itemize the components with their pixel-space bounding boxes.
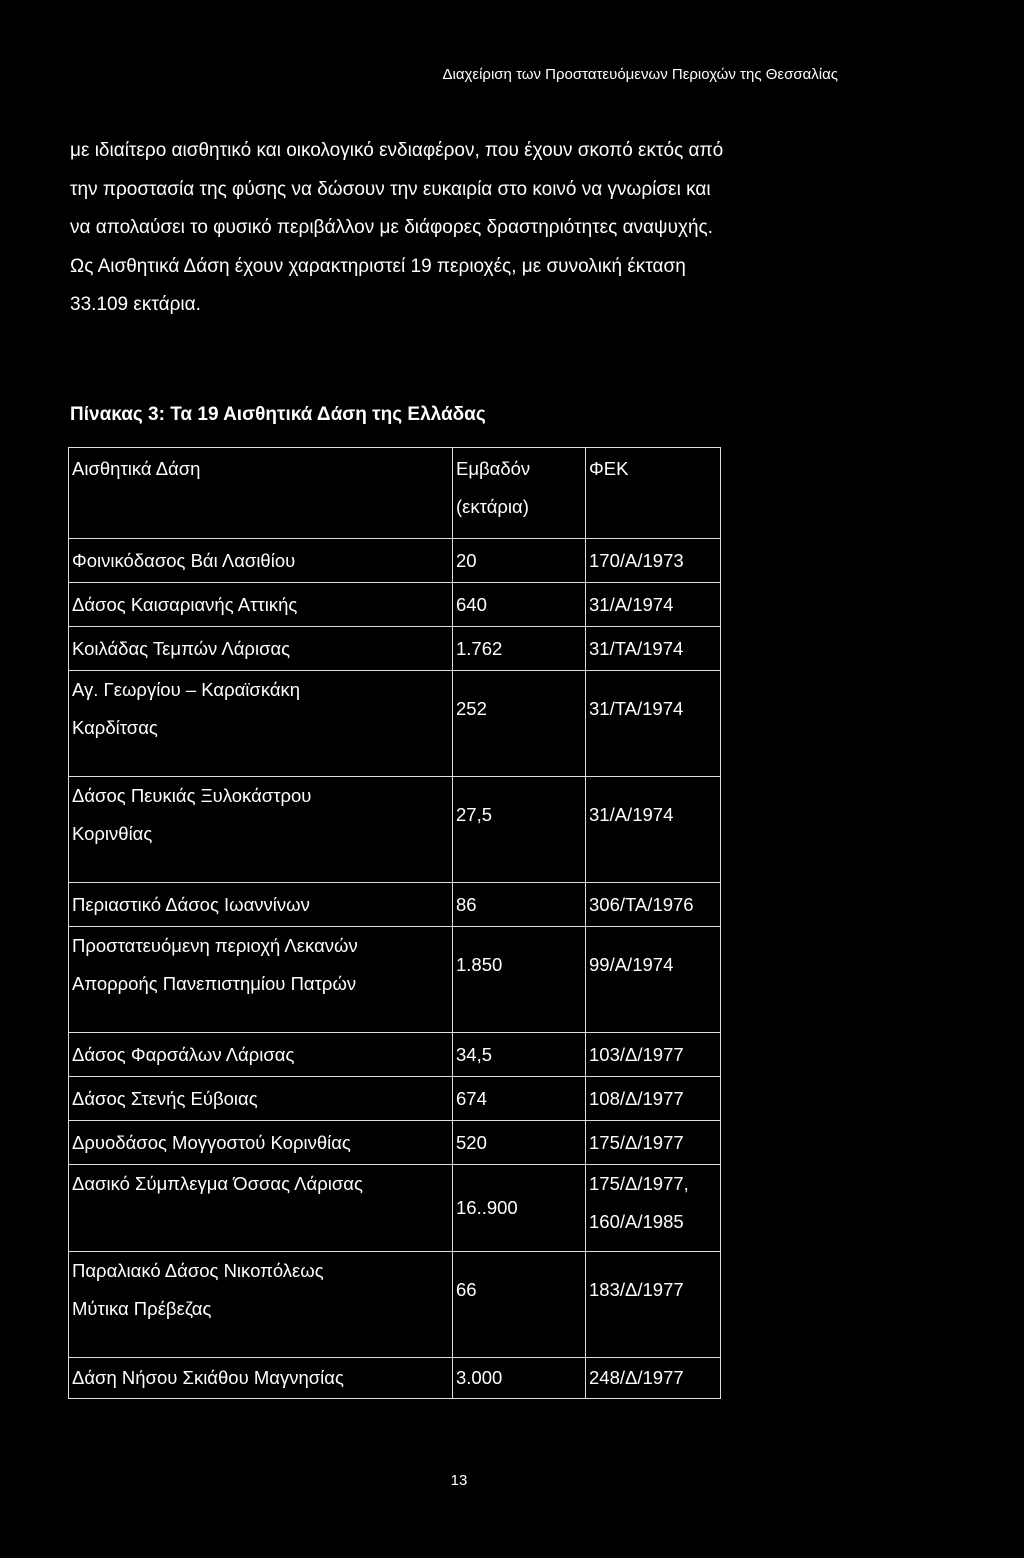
fek-reference: 103/Δ/1977 xyxy=(589,1043,684,1065)
fek-reference: 183/Δ/1977 xyxy=(589,1279,684,1300)
area-cell: 520 xyxy=(453,1121,586,1165)
table-row xyxy=(69,539,721,583)
forest-name: Φοινικόδασος Βάι Λασιθίου xyxy=(72,549,296,571)
fek-reference: 175/Δ/1977, xyxy=(589,1173,689,1194)
forest-name-cell xyxy=(69,1121,453,1165)
fek-reference: 175/Δ/1977 xyxy=(589,1131,684,1153)
table-row xyxy=(69,583,721,627)
table-row xyxy=(69,1252,721,1358)
fek-cell xyxy=(586,1033,721,1077)
fek-cell xyxy=(586,539,721,583)
header-area-unit: (εκτάρια) xyxy=(456,496,529,517)
area-cell: 27,5 xyxy=(453,777,586,883)
table-body xyxy=(69,539,721,1399)
forest-name-cell xyxy=(69,583,453,627)
fek-reference: 160/Α/1985 xyxy=(589,1211,684,1232)
table-row xyxy=(69,627,721,671)
forest-name: Δρυοδάσος Μογγοστού Κορινθίας xyxy=(72,1131,351,1153)
forest-name: Αγ. Γεωργίου – Καραϊσκάκη xyxy=(72,679,301,700)
intro-line: την προστασία της φύσης να δώσουν την ευκαιρία στο κοινό να γνωρίσει και xyxy=(70,178,711,200)
fek-cell xyxy=(586,883,721,927)
aesthetic-forests-table xyxy=(68,447,721,1399)
table-row xyxy=(69,777,721,883)
area-cell: 66 xyxy=(453,1252,586,1358)
forest-name: Απορροής Πανεπιστημίου Πατρών xyxy=(72,973,357,994)
forest-name-cell xyxy=(69,671,453,777)
area-cell: 674 xyxy=(453,1077,586,1121)
fek-reference: 99/Α/1974 xyxy=(589,954,674,975)
fek-cell xyxy=(586,1358,721,1399)
table-caption: Πίνακας 3: Τα 19 Αισθητικά Δάση της Ελλάδας xyxy=(70,404,486,425)
area-cell: 1.850 xyxy=(453,927,586,1033)
area-cell: 34,5 xyxy=(453,1033,586,1077)
area-cell: 86 xyxy=(453,883,586,927)
fek-cell xyxy=(586,627,721,671)
forest-name: Περιαστικό Δάσος Ιωαννίνων xyxy=(72,893,310,915)
forest-name: Δάσος Φαρσάλων Λάρισας xyxy=(72,1043,295,1065)
table-row xyxy=(69,1077,721,1121)
forest-name-cell xyxy=(69,1033,453,1077)
area-cell: 3.000 xyxy=(453,1358,586,1399)
table-row xyxy=(69,927,721,1033)
table-row xyxy=(69,671,721,777)
area-cell: 252 xyxy=(453,671,586,777)
header-area xyxy=(453,448,586,539)
forest-name: Δάση Νήσου Σκιάθου Μαγνησίας xyxy=(72,1367,344,1388)
forest-name-cell xyxy=(69,1252,453,1358)
area-cell: 640 xyxy=(453,583,586,627)
header-fek: ΦΕΚ xyxy=(586,448,721,539)
fek-cell xyxy=(586,1077,721,1121)
table-row xyxy=(69,1165,721,1252)
fek-cell xyxy=(586,1121,721,1165)
forest-name-cell xyxy=(69,883,453,927)
area-cell: 16..900 xyxy=(453,1165,586,1252)
header-name: Αισθητικά Δάση xyxy=(69,448,453,539)
area-cell: 20 xyxy=(453,539,586,583)
fek-cell xyxy=(586,777,721,883)
fek-reference: 31/ΤΑ/1974 xyxy=(589,637,684,659)
forest-name: Μύτικα Πρέβεζας xyxy=(72,1298,212,1319)
header-area-label: Εμβαδόν xyxy=(456,458,531,479)
forest-name: Δάσος Στενής Εύβοιας xyxy=(72,1087,258,1109)
running-header: Διαχείριση των Προστατευόμενων Περιοχών της Θεσσαλίας xyxy=(442,66,838,83)
forest-name-cell xyxy=(69,777,453,883)
forest-name-cell xyxy=(69,1077,453,1121)
fek-cell xyxy=(586,1165,721,1252)
fek-reference: 31/Α/1974 xyxy=(589,593,674,615)
forest-name-cell xyxy=(69,927,453,1033)
table-header-row xyxy=(69,448,721,539)
fek-reference: 170/Α/1973 xyxy=(589,549,684,571)
fek-reference: 248/Δ/1977 xyxy=(589,1367,684,1388)
forest-name: Προστατευόμενη περιοχή Λεκανών xyxy=(72,935,358,956)
intro-line: με ιδιαίτερο αισθητικό και οικολογικό ενδιαφέρον, που έχουν σκοπό εκτός από xyxy=(70,140,724,161)
fek-reference: 306/ΤΑ/1976 xyxy=(589,893,694,915)
fek-cell xyxy=(586,671,721,777)
intro-line: 33.109 εκτάρια. xyxy=(70,294,201,315)
table-row xyxy=(69,883,721,927)
table-row xyxy=(69,1121,721,1165)
fek-cell xyxy=(586,583,721,627)
fek-cell xyxy=(586,1252,721,1358)
forest-name: Παραλιακό Δάσος Νικοπόλεως xyxy=(72,1260,324,1281)
fek-reference: 31/Α/1974 xyxy=(589,804,674,825)
intro-line: να απολαύσει το φυσικό περιβάλλον με διάφορες δραστηριότητες αναψυχής. xyxy=(70,217,713,238)
fek-reference: 108/Δ/1977 xyxy=(589,1087,684,1109)
forest-name: Δάσος Πευκιάς Ξυλοκάστρου xyxy=(72,785,312,806)
forest-name: Δασικό Σύμπλεγμα Όσσας Λάρισας xyxy=(72,1173,363,1194)
forest-name: Κοιλάδας Τεμπών Λάρισας xyxy=(72,637,291,659)
forest-name-cell xyxy=(69,539,453,583)
forest-name-cell xyxy=(69,1165,453,1252)
forest-name: Κορινθίας xyxy=(72,823,153,844)
page-number: 13 xyxy=(450,1472,468,1489)
forest-name: Καρδίτσας xyxy=(72,717,158,738)
fek-cell xyxy=(586,927,721,1033)
intro-line: Ως Αισθητικά Δάση έχουν χαρακτηριστεί 19 περιοχές, με συνολική έκταση xyxy=(70,255,686,277)
table-row xyxy=(69,1358,721,1399)
area-cell: 1.762 xyxy=(453,627,586,671)
intro-paragraph xyxy=(70,132,860,325)
fek-reference: 31/ΤΑ/1974 xyxy=(589,698,684,719)
forest-name: Δάσος Καισαριανής Αττικής xyxy=(72,593,298,615)
forest-name-cell xyxy=(69,1358,453,1399)
table-row xyxy=(69,1033,721,1077)
forest-name-cell xyxy=(69,627,453,671)
